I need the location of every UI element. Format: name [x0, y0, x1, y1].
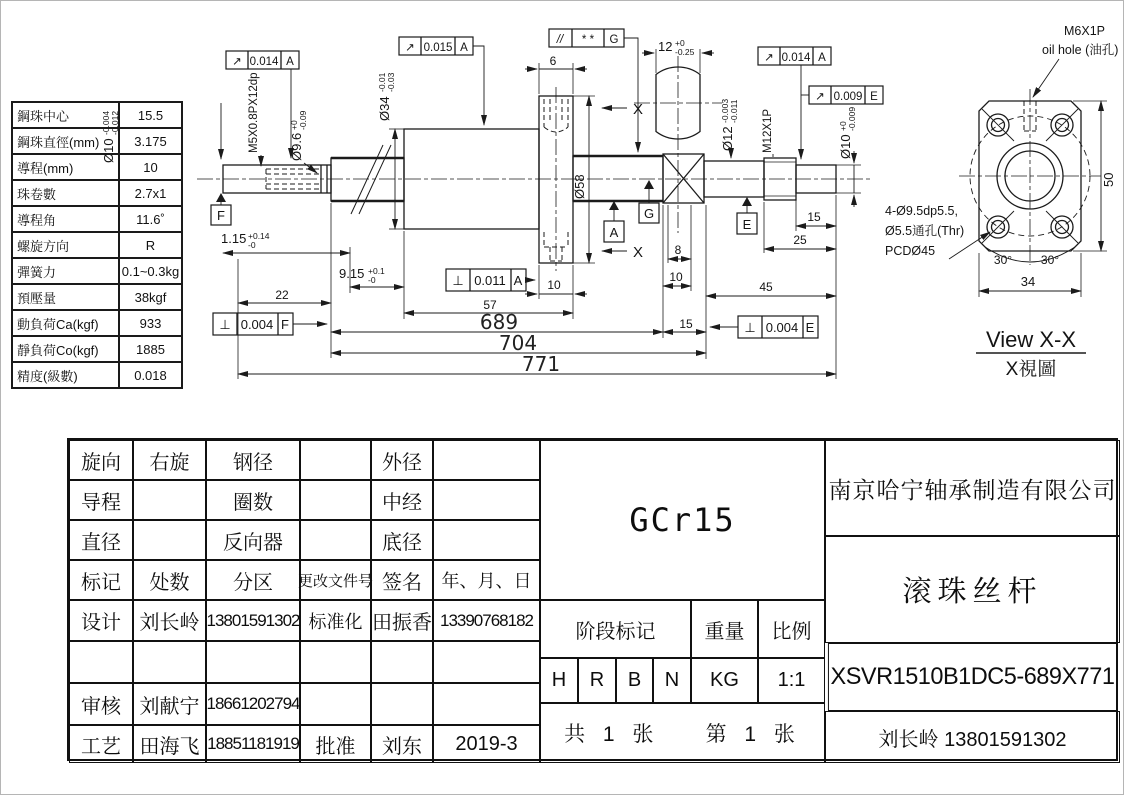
stage-n: N	[653, 658, 691, 703]
tb-cell: 处数	[133, 560, 206, 600]
tb-cell: 圈数	[206, 480, 300, 520]
stage-r: R	[578, 658, 616, 703]
svg-text:Ø34: Ø34	[377, 96, 392, 121]
dim-10-flange: 10	[547, 278, 561, 292]
svg-text:⊥: ⊥	[452, 273, 464, 288]
stage-label: 阶段标记	[540, 600, 691, 658]
svg-text:-0.25: -0.25	[675, 47, 695, 57]
svg-text:-0.004: -0.004	[101, 110, 111, 135]
sheets-total: 共 1 张	[564, 723, 660, 746]
gdt-parallel-g	[549, 29, 638, 152]
tb-cell: 工艺	[69, 725, 133, 763]
svg-text:0.011: 0.011	[474, 273, 506, 288]
tb-cell: 18661202794	[206, 683, 300, 725]
dim-o96	[289, 110, 308, 161]
view-30-right: 30°	[1040, 253, 1060, 267]
sheet-number: 第 1 张	[705, 723, 801, 746]
table-row: 精度(級數) 0.018	[12, 362, 182, 388]
view-title: View X-X	[985, 327, 1077, 352]
dim-25: 25	[793, 233, 807, 247]
material-cell: GCr15	[540, 440, 825, 600]
tb-cell	[433, 520, 540, 560]
dim-12-flat	[658, 38, 695, 57]
svg-text:1.15: 1.15	[221, 231, 247, 246]
svg-text:-0.09: -0.09	[298, 110, 308, 130]
dim-o58	[572, 174, 587, 199]
tb-cell: 右旋	[133, 440, 206, 480]
tb-cell: 更改文件号	[300, 560, 371, 600]
dim-o34	[377, 72, 396, 121]
svg-text:+0: +0	[838, 121, 848, 131]
svg-text:A: A	[609, 225, 619, 240]
table-row: 動負荷Ca(kgf) 933	[12, 310, 182, 336]
tb-cell	[206, 641, 300, 683]
gdt-runout-end	[801, 86, 883, 104]
view-subtitle: X視圖	[1005, 359, 1057, 380]
svg-text:0.004: 0.004	[240, 317, 274, 332]
svg-text:E: E	[870, 91, 878, 103]
tb-cell: 反向器	[206, 520, 300, 560]
svg-text:E: E	[805, 320, 815, 335]
svg-text:A: A	[513, 273, 523, 288]
title-block	[67, 438, 1118, 761]
tb-cell: 分区	[206, 560, 300, 600]
view-30-left: 30°	[993, 253, 1013, 267]
tb-cell: 刘东	[371, 725, 433, 763]
tb-cell: 标准化	[300, 600, 371, 641]
dimension-lines	[221, 53, 854, 374]
svg-text:E: E	[742, 217, 752, 232]
svg-text:Ø58: Ø58	[572, 174, 587, 199]
svg-text:Ø12: Ø12	[720, 126, 735, 151]
designer-signature: 刘长岭 13801591302	[825, 711, 1120, 763]
tb-cell: 田振香	[371, 600, 433, 641]
svg-text:↗: ↗	[405, 42, 415, 54]
tb-cell: 钢径	[206, 440, 300, 480]
gdt-perp-flange	[446, 269, 535, 291]
svg-text:Ø10: Ø10	[838, 134, 853, 159]
svg-text:+0: +0	[289, 120, 299, 130]
view-xx	[885, 24, 1118, 380]
tb-cell	[433, 683, 540, 725]
svg-text:G: G	[609, 34, 619, 46]
tb-cell	[300, 641, 371, 683]
datum-f	[211, 193, 231, 225]
svg-text:+0.14: +0.14	[248, 231, 270, 241]
svg-text:A: A	[286, 56, 294, 68]
svg-text:⊥: ⊥	[219, 317, 231, 332]
svg-text:A: A	[818, 52, 826, 64]
svg-text:0.014: 0.014	[781, 52, 811, 64]
gdt-runout-nut	[399, 37, 484, 125]
tb-cell	[133, 520, 206, 560]
section-label-x-bottom: X	[632, 244, 644, 261]
dim-15-chain: 15	[679, 317, 693, 331]
view-50	[1101, 173, 1116, 187]
svg-text:-0.03: -0.03	[386, 72, 396, 92]
view-oil-label: oil hole (油孔)	[1042, 43, 1119, 57]
svg-text:-0: -0	[248, 240, 256, 250]
dim-22: 22	[275, 288, 289, 302]
svg-text:+0: +0	[675, 38, 685, 48]
dim-m12	[762, 109, 774, 153]
dim-704: 704	[498, 331, 538, 355]
stage-h: H	[540, 658, 578, 703]
dim-9-15	[339, 266, 385, 285]
tb-cell	[300, 683, 371, 725]
table-row: 鋼珠直徑(mm) 3.175	[12, 128, 182, 154]
svg-text:9.15: 9.15	[339, 266, 365, 281]
spec-table	[11, 101, 183, 389]
tb-cell: 导程	[69, 480, 133, 520]
view-thru-label: Ø5.5通孔(Thr)	[885, 224, 965, 238]
gdt-perp-f	[213, 313, 327, 335]
dim-o12	[720, 99, 739, 151]
datum-e	[737, 197, 757, 234]
svg-text:F: F	[217, 208, 225, 223]
table-row: 螺旋方向 R	[12, 232, 182, 258]
table-row: 靜負荷Co(kgf) 1885	[12, 336, 182, 362]
tb-cell	[300, 480, 371, 520]
tb-cell	[300, 440, 371, 480]
svg-text:+0.1: +0.1	[368, 266, 385, 276]
shaft-outline	[223, 96, 836, 263]
svg-text:-0: -0	[368, 275, 376, 285]
dim-15-end: 15	[807, 210, 821, 224]
table-row: 導程(mm) 10	[12, 154, 182, 180]
part-number: XSVR1510B1DC5-689X771	[828, 643, 1117, 711]
break-line	[351, 145, 383, 214]
weight-value: KG	[691, 658, 758, 703]
view-m6-label: M6X1P	[1064, 24, 1105, 38]
svg-text:F: F	[281, 317, 289, 332]
svg-text:-0.009: -0.009	[847, 106, 857, 131]
tb-cell	[433, 440, 540, 480]
svg-text:Ø10: Ø10	[101, 138, 116, 163]
stage-b: B	[616, 658, 653, 703]
tb-cell	[133, 480, 206, 520]
table-row: 彈簧力 0.1~0.3kg	[12, 258, 182, 284]
svg-text:-0.003: -0.003	[720, 98, 730, 123]
tb-cell: 审核	[69, 683, 133, 725]
tb-cell: 2019-3	[433, 725, 540, 763]
dim-45: 45	[759, 280, 773, 294]
datum-a	[604, 201, 624, 242]
dim-771: 771	[521, 352, 561, 376]
tb-cell: 田海飞	[133, 725, 206, 763]
tb-cell: 刘长岭	[133, 600, 206, 641]
tb-cell	[300, 520, 371, 560]
tb-cell: 13801591302	[206, 600, 300, 641]
dim-6: 6	[549, 54, 557, 68]
svg-text:↗: ↗	[232, 56, 242, 68]
tb-cell: 13390768182	[433, 600, 540, 641]
tb-cell: 标记	[69, 560, 133, 600]
tb-cell	[371, 683, 433, 725]
svg-text:A: A	[460, 42, 468, 54]
tb-cell: 18851181919	[206, 725, 300, 763]
sheet-count-cell	[540, 703, 825, 763]
dim-10-flat: 10	[669, 270, 683, 284]
tb-cell: 外径	[371, 440, 433, 480]
svg-text:↗: ↗	[764, 52, 774, 64]
company-name: 南京哈宁轴承制造有限公司	[825, 440, 1120, 536]
svg-text:* *: * *	[581, 34, 595, 46]
tb-cell: 直径	[69, 520, 133, 560]
svg-text:M5X0.8PX12dp: M5X0.8PX12dp	[248, 72, 260, 153]
svg-text:M12X1P: M12X1P	[762, 108, 774, 153]
svg-text:⊥: ⊥	[744, 320, 756, 335]
tb-cell: 底径	[371, 520, 433, 560]
svg-text:G: G	[643, 206, 655, 221]
dim-689: 689	[479, 310, 519, 334]
view-holes-label: 4-Ø9.5dp5.5,	[885, 204, 958, 218]
view-pcd-label: PCDØ45	[885, 244, 936, 258]
svg-text://: //	[556, 34, 564, 46]
tb-cell	[69, 641, 133, 683]
dim-m5	[248, 72, 260, 153]
tb-cell: 设计	[69, 600, 133, 641]
svg-text:-0.01: -0.01	[377, 72, 387, 92]
tb-cell: 批准	[300, 725, 371, 763]
scale-value: 1:1	[758, 658, 825, 703]
break-line	[359, 145, 391, 214]
tb-cell: 刘献宁	[133, 683, 206, 725]
svg-text:50: 50	[1101, 172, 1116, 187]
tb-cell: 年、月、日	[433, 560, 540, 600]
tb-cell	[133, 641, 206, 683]
part-name: 滚珠丝杆	[825, 536, 1120, 643]
tb-cell	[433, 480, 540, 520]
dim-1-15	[221, 231, 270, 250]
view-34: 34	[1020, 274, 1036, 289]
svg-text:0.014: 0.014	[249, 56, 279, 68]
gdt-perp-e	[710, 316, 818, 338]
svg-text:0.004: 0.004	[765, 320, 799, 335]
svg-text:0.015: 0.015	[423, 42, 453, 54]
dim-8: 8	[674, 243, 682, 257]
scale-label: 比例	[758, 600, 825, 658]
table-row: 導程角 11.6˚	[12, 206, 182, 232]
svg-text:↗: ↗	[815, 91, 825, 103]
dim-57: 57	[483, 298, 497, 312]
table-row: 鋼珠中心 15.5	[12, 102, 182, 128]
tb-cell: 中经	[371, 480, 433, 520]
tb-cell: 旋向	[69, 440, 133, 480]
tb-cell	[371, 641, 433, 683]
tb-cell	[433, 641, 540, 683]
svg-text:0.009: 0.009	[833, 91, 863, 103]
tb-cell: 签名	[371, 560, 433, 600]
table-row: 珠卷數 2.7x1	[12, 180, 182, 206]
svg-text:-0.012: -0.012	[110, 110, 120, 135]
weight-label: 重量	[691, 600, 758, 658]
svg-text:Ø9.6: Ø9.6	[289, 132, 304, 161]
section-label-x-top: X	[632, 101, 644, 118]
table-row: 預壓量 38kgf	[12, 284, 182, 310]
svg-text:-0.011: -0.011	[729, 99, 739, 123]
svg-text:12: 12	[658, 39, 673, 54]
